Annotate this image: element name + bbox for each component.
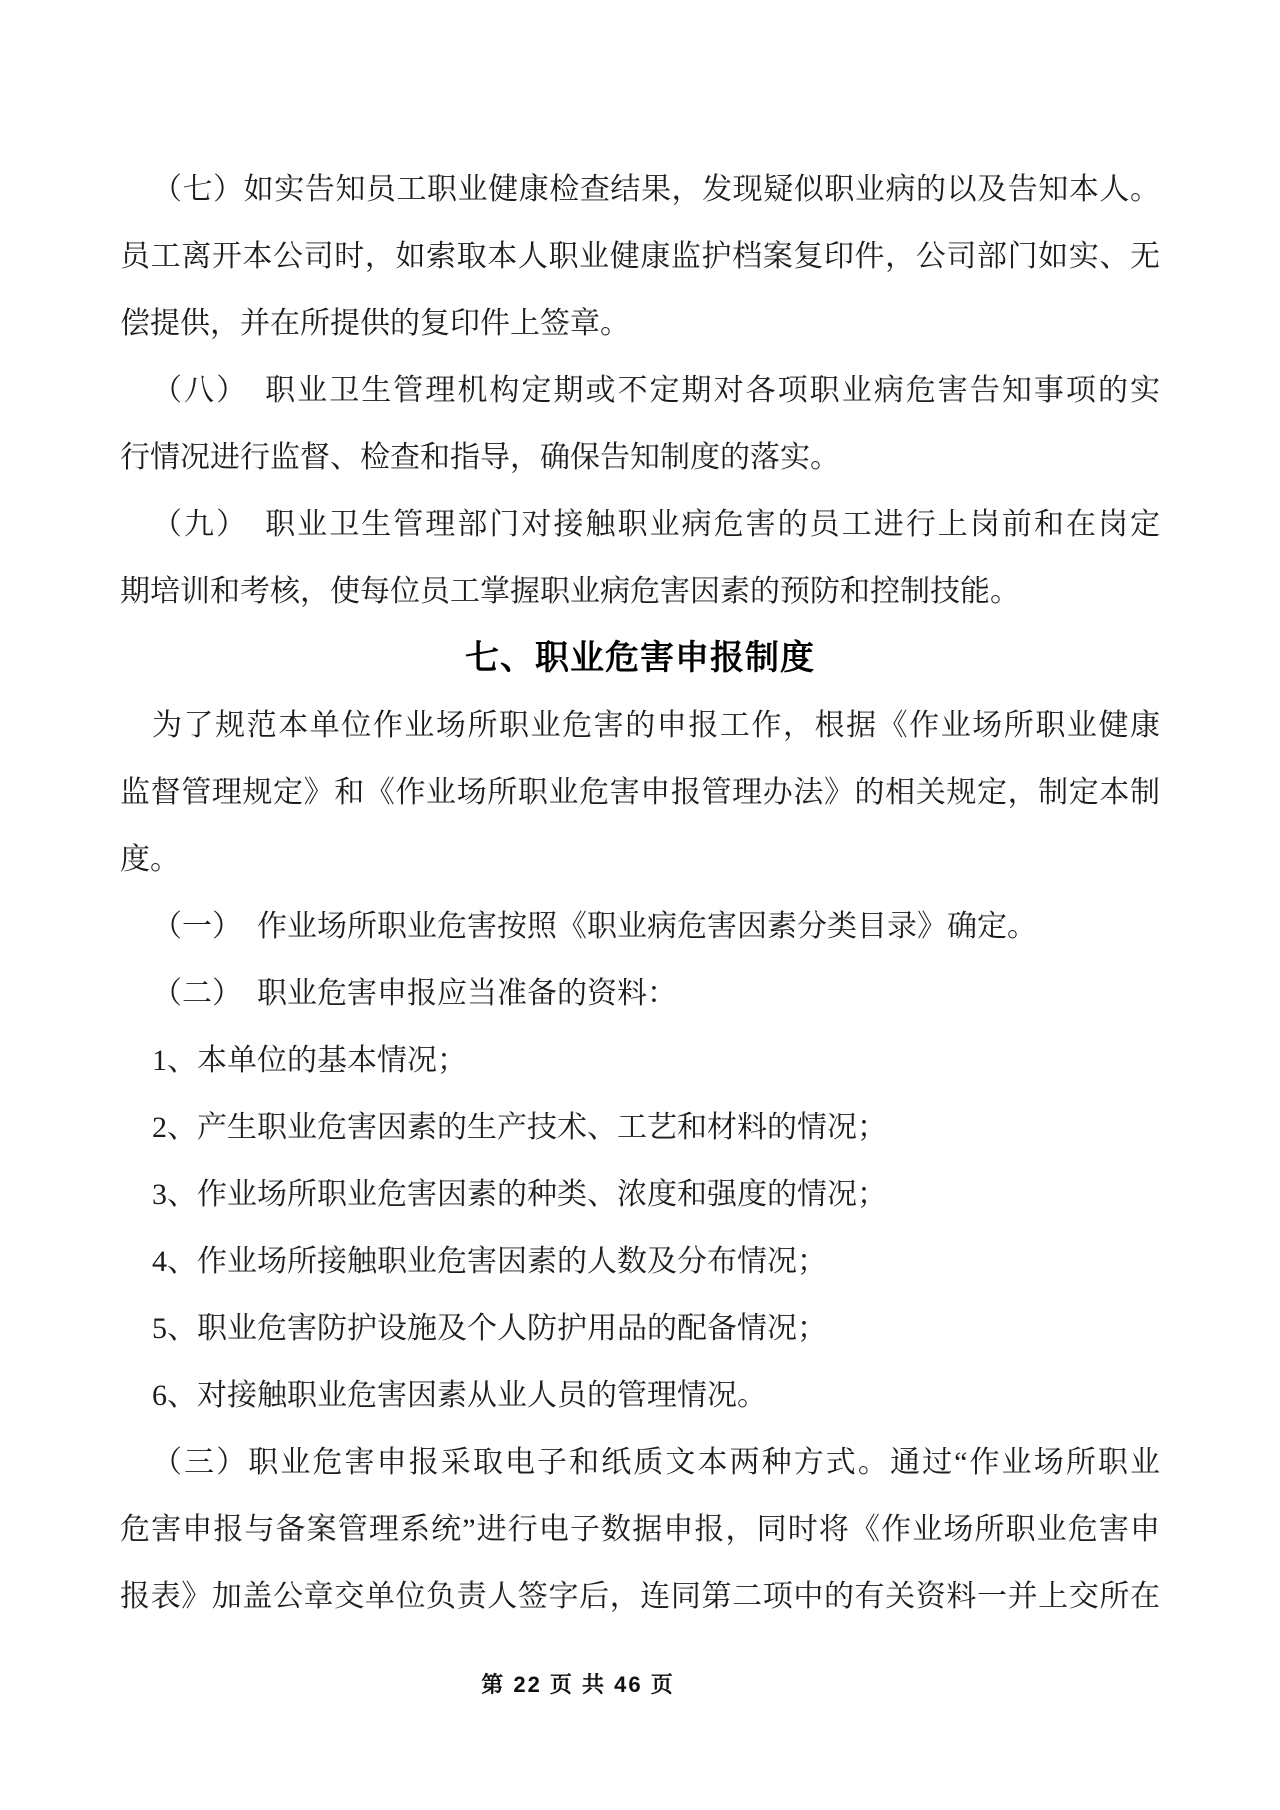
text-line: （七）如实告知员工职业健康检查结果，发现疑似职业病的以及告知本人。 (152, 173, 1160, 206)
text-line: （一） 作业场所职业危害按照《职业病危害因素分类目录》确定。 (152, 910, 1037, 943)
section-heading: 七、职业危害申报制度 (465, 639, 815, 677)
text-line: （二） 职业危害申报应当准备的资料： (152, 977, 677, 1010)
text-line: 危害申报与备案管理系统”进行电子数据申报，同时将《作业场所职业危害申 (120, 1513, 1160, 1546)
text-line: 监督管理规定》和《作业场所职业危害申报管理办法》的相关规定，制定本制 (120, 776, 1160, 809)
text-line: 1、本单位的基本情况； (152, 1044, 467, 1077)
text-line: （九） 职业卫生管理部门对接触职业病危害的员工进行上岗前和在岗定 (152, 508, 1160, 541)
page-footer (0, 1670, 1218, 1700)
text-line: 6、对接触职业危害因素从业人员的管理情况。 (152, 1379, 767, 1412)
text-line: 5、职业危害防护设施及个人防护用品的配备情况； (152, 1312, 827, 1345)
page-number: 第 22 页 共 46 页 (481, 1672, 675, 1697)
text-line: 4、作业场所接触职业危害因素的人数及分布情况； (152, 1245, 827, 1278)
text-line: 期培训和考核，使每位员工掌握职业病危害因素的预防和控制技能。 (120, 575, 1020, 608)
text-line: 偿提供，并在所提供的复印件上签章。 (120, 307, 630, 340)
text-line: 员工离开本公司时，如索取本人职业健康监护档案复印件，公司部门如实、无 (120, 240, 1160, 273)
text-line: （八） 职业卫生管理机构定期或不定期对各项职业病危害告知事项的实 (152, 374, 1160, 407)
text-line: 为了规范本单位作业场所职业危害的申报工作，根据《作业场所职业健康 (152, 709, 1160, 742)
text-line: 度。 (120, 843, 180, 876)
text-line: 3、作业场所职业危害因素的种类、浓度和强度的情况； (152, 1178, 887, 1211)
text-line: （三）职业危害申报采取电子和纸质文本两种方式。通过“作业场所职业 (152, 1446, 1160, 1479)
document-body (120, 156, 1160, 1630)
text-line: 报表》加盖公章交单位负责人签字后，连同第二项中的有关资料一并上交所在 (120, 1580, 1160, 1613)
text-line: 行情况进行监督、检查和指导，确保告知制度的落实。 (120, 441, 840, 474)
text-line: 2、产生职业危害因素的生产技术、工艺和材料的情况； (152, 1111, 887, 1144)
